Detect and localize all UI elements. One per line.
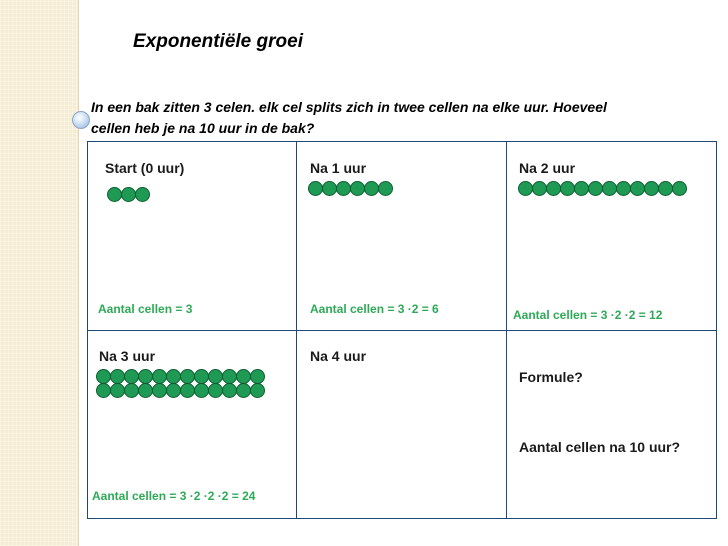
cell-hour3-count: Aantal cellen = 3 ·2 ·2 ·2 = 24 — [92, 489, 256, 503]
bacteria-cell — [96, 369, 111, 384]
bacteria-cell — [152, 383, 167, 398]
bacteria-cell — [378, 181, 393, 196]
cell-hour2-label: Na 2 uur — [519, 160, 576, 176]
cell-hour1-bacteria — [308, 181, 392, 196]
bacteria-cell — [107, 187, 122, 202]
bacteria-cell — [236, 369, 251, 384]
bacteria-cell — [308, 181, 323, 196]
bacteria-cell — [138, 369, 153, 384]
bacteria-cell — [364, 181, 379, 196]
left-strip-divider — [78, 0, 79, 546]
cell-hour3-bacteria-row1 — [96, 369, 264, 384]
bacteria-cell — [124, 383, 139, 398]
bacteria-cell — [546, 181, 561, 196]
bacteria-cell — [222, 369, 237, 384]
bacteria-cell — [135, 187, 150, 202]
cell-hour4-label: Na 4 uur — [310, 348, 367, 364]
bacteria-cell — [518, 181, 533, 196]
bacteria-cell — [110, 383, 125, 398]
cell-hour2-count: Aantal cellen = 3 ·2 ·2 = 12 — [513, 308, 663, 322]
bacteria-cell — [166, 383, 181, 398]
bacteria-cell — [350, 181, 365, 196]
bacteria-cell — [560, 181, 575, 196]
bacteria-cell — [336, 181, 351, 196]
bacteria-cell — [124, 369, 139, 384]
bacteria-cell — [152, 369, 167, 384]
bacteria-cell — [574, 181, 589, 196]
cell-hour2-bacteria — [518, 181, 686, 196]
bacteria-cell — [602, 181, 617, 196]
bacteria-cell — [194, 383, 209, 398]
bacteria-cell — [208, 369, 223, 384]
bacteria-cell — [180, 369, 195, 384]
bacteria-cell — [236, 383, 251, 398]
intro-text: In een bak zitten 3 celen. elk cel splits zich in twee cellen na elke uur. Hoeveel cellen heb je na 10 uur in de bak? — [91, 99, 607, 136]
bacteria-cell — [644, 181, 659, 196]
bacteria-cell — [588, 181, 603, 196]
bacteria-cell — [166, 369, 181, 384]
table-divider-horizontal — [87, 330, 717, 331]
bacteria-cell — [322, 181, 337, 196]
cell-hour1-label: Na 1 uur — [310, 160, 367, 176]
bacteria-cell — [630, 181, 645, 196]
cell-start-bacteria — [107, 187, 149, 202]
bacteria-cell — [250, 369, 265, 384]
bacteria-cell — [208, 383, 223, 398]
bacteria-cell — [110, 369, 125, 384]
bacteria-cell — [250, 383, 265, 398]
ten-hours-question: Aantal cellen na 10 uur? — [519, 439, 681, 455]
bacteria-cell — [121, 187, 136, 202]
bacteria-cell — [96, 383, 111, 398]
bacteria-cell — [180, 383, 195, 398]
bacteria-cell — [658, 181, 673, 196]
cell-hour3-label: Na 3 uur — [99, 348, 156, 364]
bacteria-cell — [672, 181, 687, 196]
decorative-left-strip — [0, 0, 78, 546]
bacteria-cell — [616, 181, 631, 196]
bacteria-cell — [532, 181, 547, 196]
bullet-icon — [72, 111, 90, 129]
cell-hour1-count: Aantal cellen = 3 ·2 = 6 — [310, 302, 439, 316]
cell-start-label: Start (0 uur) — [105, 160, 185, 176]
cell-start-count: Aantal cellen = 3 — [98, 302, 193, 316]
formula-question: Formule? — [519, 369, 583, 385]
bacteria-cell — [222, 383, 237, 398]
slide-title: Exponentiële groei — [133, 31, 303, 52]
bacteria-cell — [194, 369, 209, 384]
cell-hour3-bacteria-row2 — [96, 383, 264, 398]
bacteria-cell — [138, 383, 153, 398]
